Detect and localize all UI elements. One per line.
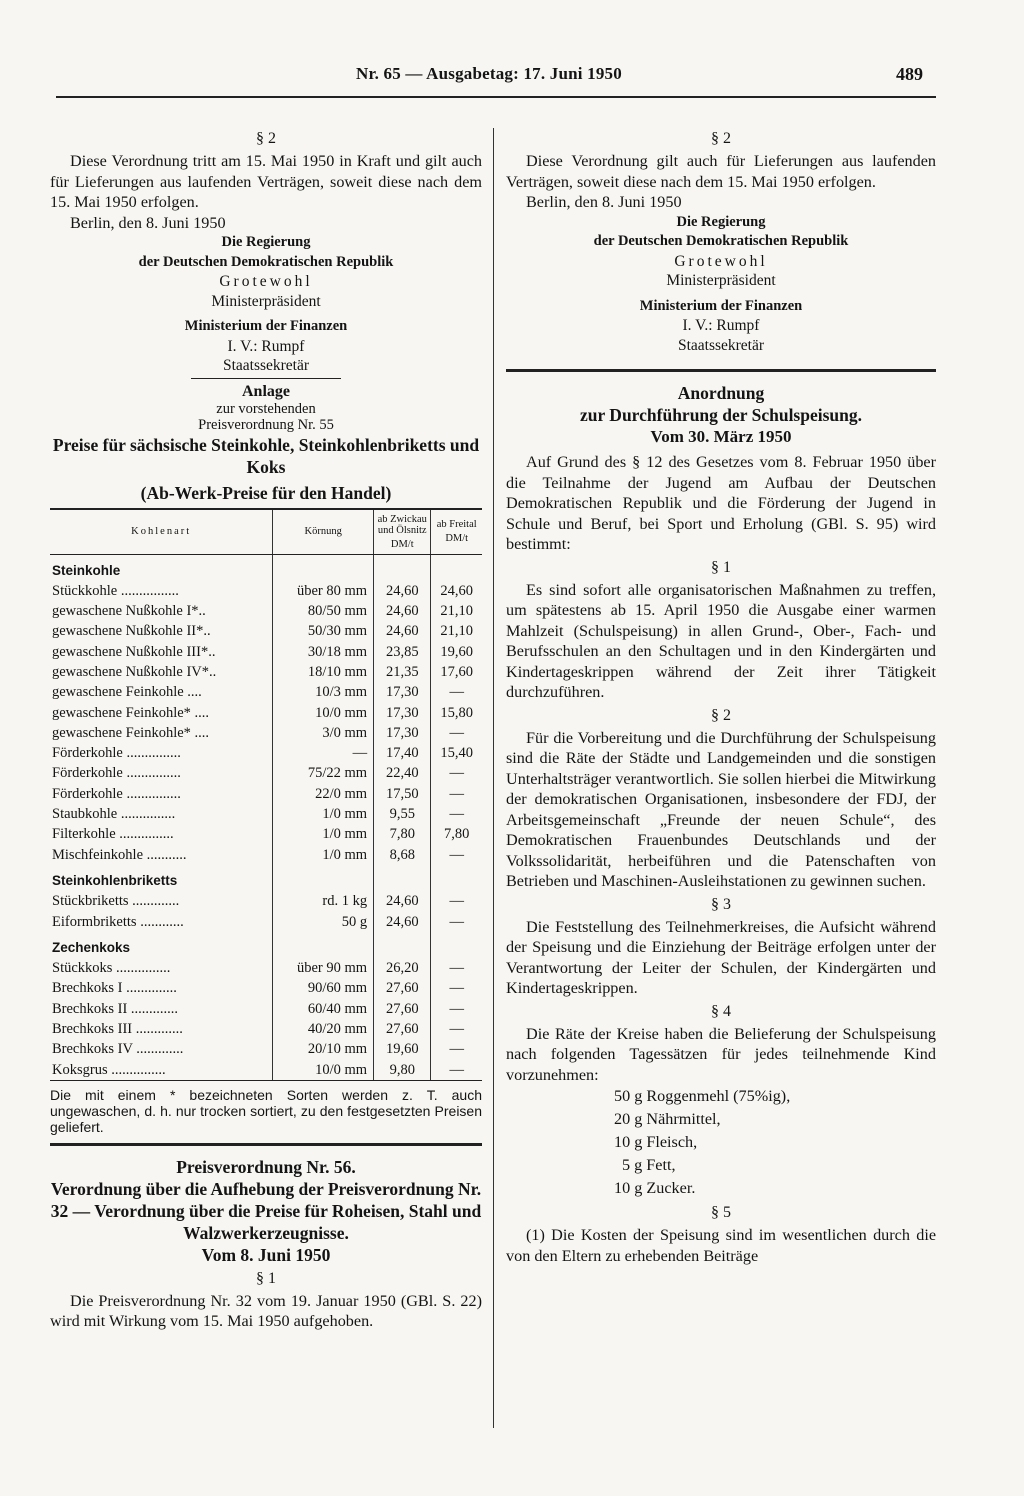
paragraph: Auf Grund des § 12 des Gesetzes vom 8. Februar 1950 über die Teilnahme der Jugend am Aufbau der Deutschen Demokratischen Republik und die Förderung der Jugend in Schule und Beruf, bei Sport und Erholung (GBl. S. 95) wird bestimmt: (506, 453, 936, 553)
section-heading: § 2 (256, 130, 276, 147)
government-line: der Deutschen Demokratischen Republik (138, 253, 394, 270)
grain-size-cell: 18/10 mm (273, 662, 374, 682)
empty-cell (273, 554, 374, 581)
signature-title: Staatssekretär (677, 336, 765, 354)
ordinance-date: Vom 8. Juni 1950 (201, 1244, 331, 1265)
empty-cell (374, 554, 431, 581)
coal-type-cell: Stückkohle ................ (52, 582, 179, 599)
coal-type-cell: Förderkohle ............... (52, 745, 181, 762)
column-header: Körnung (273, 509, 374, 555)
grain-size-cell: 3/0 mm (273, 723, 374, 743)
price-freital-cell: — (431, 999, 482, 1019)
table-row (50, 1060, 482, 1081)
coal-type-cell: Förderkohle ............... (52, 785, 181, 802)
price-freital-cell: — (431, 958, 482, 978)
grain-size-cell: 10/0 mm (273, 703, 374, 723)
price-zwickau-cell: 9,55 (374, 804, 431, 824)
price-zwickau-cell: 27,60 (374, 999, 431, 1019)
price-zwickau-cell: 7,80 (374, 824, 431, 844)
coal-type-cell: Brechkoks IV ............. (52, 1041, 184, 1058)
table-row (50, 958, 482, 978)
grain-size-cell: 10/3 mm (273, 682, 374, 702)
table-row (50, 662, 482, 682)
coal-type-cell: Eiformbriketts ............ (52, 913, 184, 930)
table-row (50, 723, 482, 743)
ordinance-title: Preisverordnung Nr. 56. (176, 1156, 356, 1177)
column-header-unit: DM/t (445, 533, 469, 544)
paragraph: Für die Vorbereitung und die Durchführung der Schulspeisung sind die Räte der Städte und Landgemeinden und die sonstigen Unterhaltsträger verantwortlich. Sie sollen hierbei die Mitwirkung der demokratischen Organisationen, insbesondere der FDJ, der Arbeitsgemeinschaft „Freunde der neuen Schule“, des Demokratischen Frauenbundes Deutschlands und der Volkssolidarität, herbeiführen und die Patenschaften von Betrieben und Maschinen-Ausleihstationen zu gewinnen suchen. (506, 728, 936, 890)
price-zwickau-cell: 17,40 (374, 743, 431, 763)
table-header-row (50, 509, 482, 555)
price-table-body (50, 554, 482, 1080)
ordinance-title: zur Durchführung der Schulspeisung. (579, 405, 863, 425)
ration-item: 10 g Fleisch, (614, 1133, 698, 1151)
table-row (50, 978, 482, 998)
paragraph: Es sind sofort alle organisatorischen Maßnahmen zu treffen, um spätestens ab 15. April 1950 die Ausgabe einer warmen Mahlzeit (Schulspeisung) in allen Grund-, Ober-, Fach- und Berufsschulen an den Schultagen und in den Kindergärten und Kindertageskrippen während der Zeit ihrer Tätigkeit durchzuführen. (506, 580, 936, 701)
table-row (50, 912, 482, 932)
price-freital-cell: — (431, 763, 482, 783)
coal-type-cell: gewaschene Feinkohle .... (52, 684, 202, 701)
table-row (50, 743, 482, 763)
price-zwickau-cell: 17,30 (374, 723, 431, 743)
empty-cell (431, 932, 482, 958)
prices-subtitle: (Ab-Werk-Preise für den Handel) (140, 482, 392, 503)
coal-type-cell: Brechkoks II ............. (52, 1000, 179, 1017)
price-zwickau-cell: 8,68 (374, 845, 431, 865)
government-line: der Deutschen Demokratischen Republik (593, 233, 849, 249)
ordinance-date: Vom 30. März 1950 (650, 427, 792, 446)
paragraph: (1) Die Kosten der Speisung sind im wesentlichen durch die von den Eltern zu erhebenden Beiträge (506, 1226, 936, 1265)
price-zwickau-cell: 23,85 (374, 642, 431, 662)
ministry-line: Ministerium der Finanzen (184, 318, 348, 334)
table-row (50, 682, 482, 702)
grain-size-cell: 60/40 mm (273, 999, 374, 1019)
government-line: Die Regierung (221, 234, 311, 250)
left-column (50, 126, 482, 1332)
coal-type-cell: gewaschene Nußkohle IV*.. (52, 663, 217, 680)
annex-heading: Anlage (242, 382, 290, 400)
grain-size-cell: 50 g (273, 912, 374, 932)
price-freital-cell: 17,60 (431, 662, 482, 682)
date-line: Berlin, den 8. Juni 1950 (526, 193, 682, 211)
table-row (50, 621, 482, 641)
table-row (50, 804, 482, 824)
price-zwickau-cell: 27,60 (374, 978, 431, 998)
paragraph: Die Feststellung des Teilnehmerkreises, die Aufsicht während der Speisung und die Einziehung der Beiträge erfolgen unter der Verantwortung der Leiter der Schulen, der Kindergärten und Kindertageskrippen. (506, 917, 936, 997)
group-label: Steinkohlenbriketts (52, 872, 178, 888)
section-heading: § 5 (711, 1204, 731, 1221)
price-zwickau-cell: 26,20 (374, 958, 431, 978)
price-freital-cell: — (431, 1019, 482, 1039)
column-header-label: ab Zwickau und Ölsnitz (377, 513, 427, 536)
price-zwickau-cell: 17,30 (374, 682, 431, 702)
coal-type-cell: Förderkohle ............... (52, 765, 181, 782)
signature-title: Ministerpräsident (211, 292, 321, 310)
column-divider (493, 128, 494, 1428)
grain-size-cell: 1/0 mm (273, 804, 374, 824)
coal-type-cell: Stückkoks ............... (52, 960, 171, 977)
price-freital-cell: — (431, 1060, 482, 1081)
coal-type-cell: Filterkohle ............... (52, 826, 174, 843)
column-header-label: ab Freital (436, 519, 477, 530)
grain-size-cell: 80/50 mm (273, 601, 374, 621)
price-zwickau-cell: 17,50 (374, 784, 431, 804)
prices-title: Preise für sächsische Steinkohle, Steinkohlenbriketts und Koks (52, 434, 480, 477)
government-line: Die Regierung (676, 213, 766, 230)
coal-type-cell: Mischfeinkohle ........... (52, 846, 187, 863)
table-row (50, 703, 482, 723)
price-freital-cell: — (431, 682, 482, 702)
section-rule (50, 1143, 482, 1146)
coal-type-cell: Stückbriketts ............. (52, 893, 180, 910)
ration-item: 10 g Zucker. (614, 1179, 696, 1197)
footnote: Die mit einem * bezeichneten Sorten werden z. T. auch ungewaschen, d. h. nur trocken sortiert, zu den festgesetzten Preisen geliefert. (50, 1086, 482, 1135)
grain-size-cell: 1/0 mm (273, 824, 374, 844)
price-zwickau-cell: 22,40 (374, 763, 431, 783)
grain-size-cell: 20/10 mm (273, 1039, 374, 1059)
date-line: Berlin, den 8. Juni 1950 (70, 213, 226, 232)
ordinance-title: Anordnung (677, 383, 765, 403)
column-header-unit: DM/t (390, 538, 414, 550)
right-column (506, 126, 936, 1266)
price-freital-cell: — (431, 804, 482, 824)
signature-name: I. V.: Rumpf (227, 337, 305, 355)
grain-size-cell: 1/0 mm (273, 845, 374, 865)
paragraph: Die Preisverordnung Nr. 32 vom 19. Januar 1950 (GBl. S. 22) wird mit Wirkung vom 15. Mai 1950 aufgehoben. (50, 1291, 482, 1331)
coal-type-cell: gewaschene Nußkohle I*.. (52, 603, 206, 620)
price-zwickau-cell: 24,60 (374, 601, 431, 621)
section-heading: § 1 (256, 1269, 276, 1287)
table-row (50, 784, 482, 804)
price-zwickau-cell: 24,60 (374, 581, 431, 601)
grain-size-cell: über 80 mm (273, 581, 374, 601)
section-rule (506, 369, 936, 372)
price-freital-cell: — (431, 1039, 482, 1059)
empty-cell (273, 865, 374, 891)
paragraph: Die Räte der Kreise haben die Belieferung der Schulspeisung nach folgenden Tagessätzen für jedes teilnehmende Kind vorzunehmen: (506, 1024, 936, 1084)
section-heading: § 4 (711, 1002, 731, 1020)
ration-item: 20 g Nährmittel, (614, 1110, 721, 1128)
empty-cell (431, 865, 482, 891)
price-zwickau-cell: 27,60 (374, 1019, 431, 1039)
table-row (50, 824, 482, 844)
annex-subtitle: zur vorstehenden (216, 400, 316, 417)
empty-cell (273, 932, 374, 958)
section-heading: § 2 (711, 130, 731, 147)
coal-type-cell: Brechkoks III ............. (52, 1021, 183, 1038)
price-zwickau-cell: 9,80 (374, 1060, 431, 1081)
signature-name: Grotewohl (674, 252, 768, 270)
paragraph: Diese Verordnung tritt am 15. Mai 1950 in Kraft und gilt auch für Lieferungen aus laufenden Verträgen, soweit diese nach dem 15. Mai 1950 erfolgen. (50, 152, 482, 211)
page-header (0, 64, 1024, 98)
price-table (50, 508, 482, 1081)
grain-size-cell: 40/20 mm (273, 1019, 374, 1039)
table-group-row (50, 932, 482, 958)
price-zwickau-cell: 24,60 (374, 912, 431, 932)
table-row (50, 1039, 482, 1059)
table-row (50, 999, 482, 1019)
empty-cell (431, 554, 482, 581)
price-freital-cell: — (431, 912, 482, 932)
table-row (50, 581, 482, 601)
table-row (50, 642, 482, 662)
grain-size-cell: 50/30 mm (273, 621, 374, 641)
coal-type-cell: gewaschene Feinkohle* .... (52, 724, 210, 741)
grain-size-cell: rd. 1 kg (273, 891, 374, 911)
coal-type-cell: gewaschene Nußkohle III*.. (52, 643, 216, 660)
header-rule (56, 96, 936, 98)
table-group-row (50, 865, 482, 891)
coal-type-cell: Koksgrus ............... (50, 1060, 273, 1081)
column-header (374, 509, 431, 555)
signature-name: I. V.: Rumpf (682, 317, 760, 334)
signature-title: Staatssekretär (222, 357, 310, 374)
table-group-row (50, 554, 482, 581)
price-zwickau-cell: 21,35 (374, 662, 431, 682)
grain-size-cell: 90/60 mm (273, 978, 374, 998)
table-row (50, 845, 482, 865)
page-number: 489 (896, 64, 923, 84)
annex-subtitle: Preisverordnung Nr. 55 (198, 417, 334, 433)
grain-size-cell: — (273, 743, 374, 763)
signature-title: Ministerpräsident (666, 272, 776, 289)
price-zwickau-cell: 19,60 (374, 1039, 431, 1059)
group-label: Steinkohle (52, 562, 121, 578)
price-zwickau-cell: 17,30 (374, 703, 431, 723)
table-row (50, 763, 482, 783)
issue-title: Nr. 65 — Ausgabetag: 17. Juni 1950 (356, 64, 622, 83)
grain-size-cell: 75/22 mm (273, 763, 374, 783)
price-freital-cell: — (431, 784, 482, 804)
price-freital-cell: 15,40 (431, 743, 482, 763)
table-row (50, 1019, 482, 1039)
divider (191, 378, 341, 379)
signature-name: Grotewohl (219, 273, 313, 290)
coal-type-cell: Staubkohle ............... (52, 806, 176, 823)
price-freital-cell: — (431, 891, 482, 911)
price-freital-cell: — (431, 978, 482, 998)
price-zwickau-cell: 24,60 (374, 621, 431, 641)
section-heading: § 2 (711, 706, 731, 724)
section-heading: § 1 (711, 558, 731, 576)
section-heading: § 3 (711, 895, 731, 913)
group-label: Zechenkoks (52, 939, 131, 955)
table-row (50, 891, 482, 911)
price-freital-cell: 7,80 (431, 824, 482, 844)
price-freital-cell: 21,10 (431, 621, 482, 641)
coal-type-cell: gewaschene Nußkohle II*.. (52, 623, 211, 640)
price-freital-cell: 24,60 (431, 581, 482, 601)
ration-item: 50 g Roggenmehl (75%ig), (614, 1087, 791, 1105)
grain-size-cell: 10/0 mm (273, 1060, 374, 1081)
ministry-line: Ministerium der Finanzen (639, 297, 803, 314)
column-header (431, 509, 482, 555)
ration-item: 5 g Fett, (622, 1156, 676, 1174)
price-freital-cell: 21,10 (431, 601, 482, 621)
price-freital-cell: — (431, 723, 482, 743)
price-freital-cell: 19,60 (431, 642, 482, 662)
grain-size-cell: über 90 mm (273, 958, 374, 978)
grain-size-cell: 30/18 mm (273, 642, 374, 662)
ordinance-title: Verordnung über die Aufhebung der Preisverordnung Nr. 32 — Verordnung über die Preise für Roheisen, Stahl und Walzwerkerzeugnisse. (50, 1178, 482, 1243)
paragraph: Diese Verordnung gilt auch für Lieferungen aus laufenden Verträgen, soweit diese nach dem 15. Mai 1950 erfolgen. (506, 152, 936, 191)
price-freital-cell: — (431, 845, 482, 865)
coal-type-cell: gewaschene Feinkohle* .... (52, 704, 210, 721)
price-zwickau-cell: 24,60 (374, 891, 431, 911)
empty-cell (374, 865, 431, 891)
price-freital-cell: 15,80 (431, 703, 482, 723)
grain-size-cell: 22/0 mm (273, 784, 374, 804)
table-row (50, 601, 482, 621)
column-header: Kohlenart (50, 509, 273, 555)
coal-type-cell: Brechkoks I .............. (52, 980, 177, 997)
empty-cell (374, 932, 431, 958)
